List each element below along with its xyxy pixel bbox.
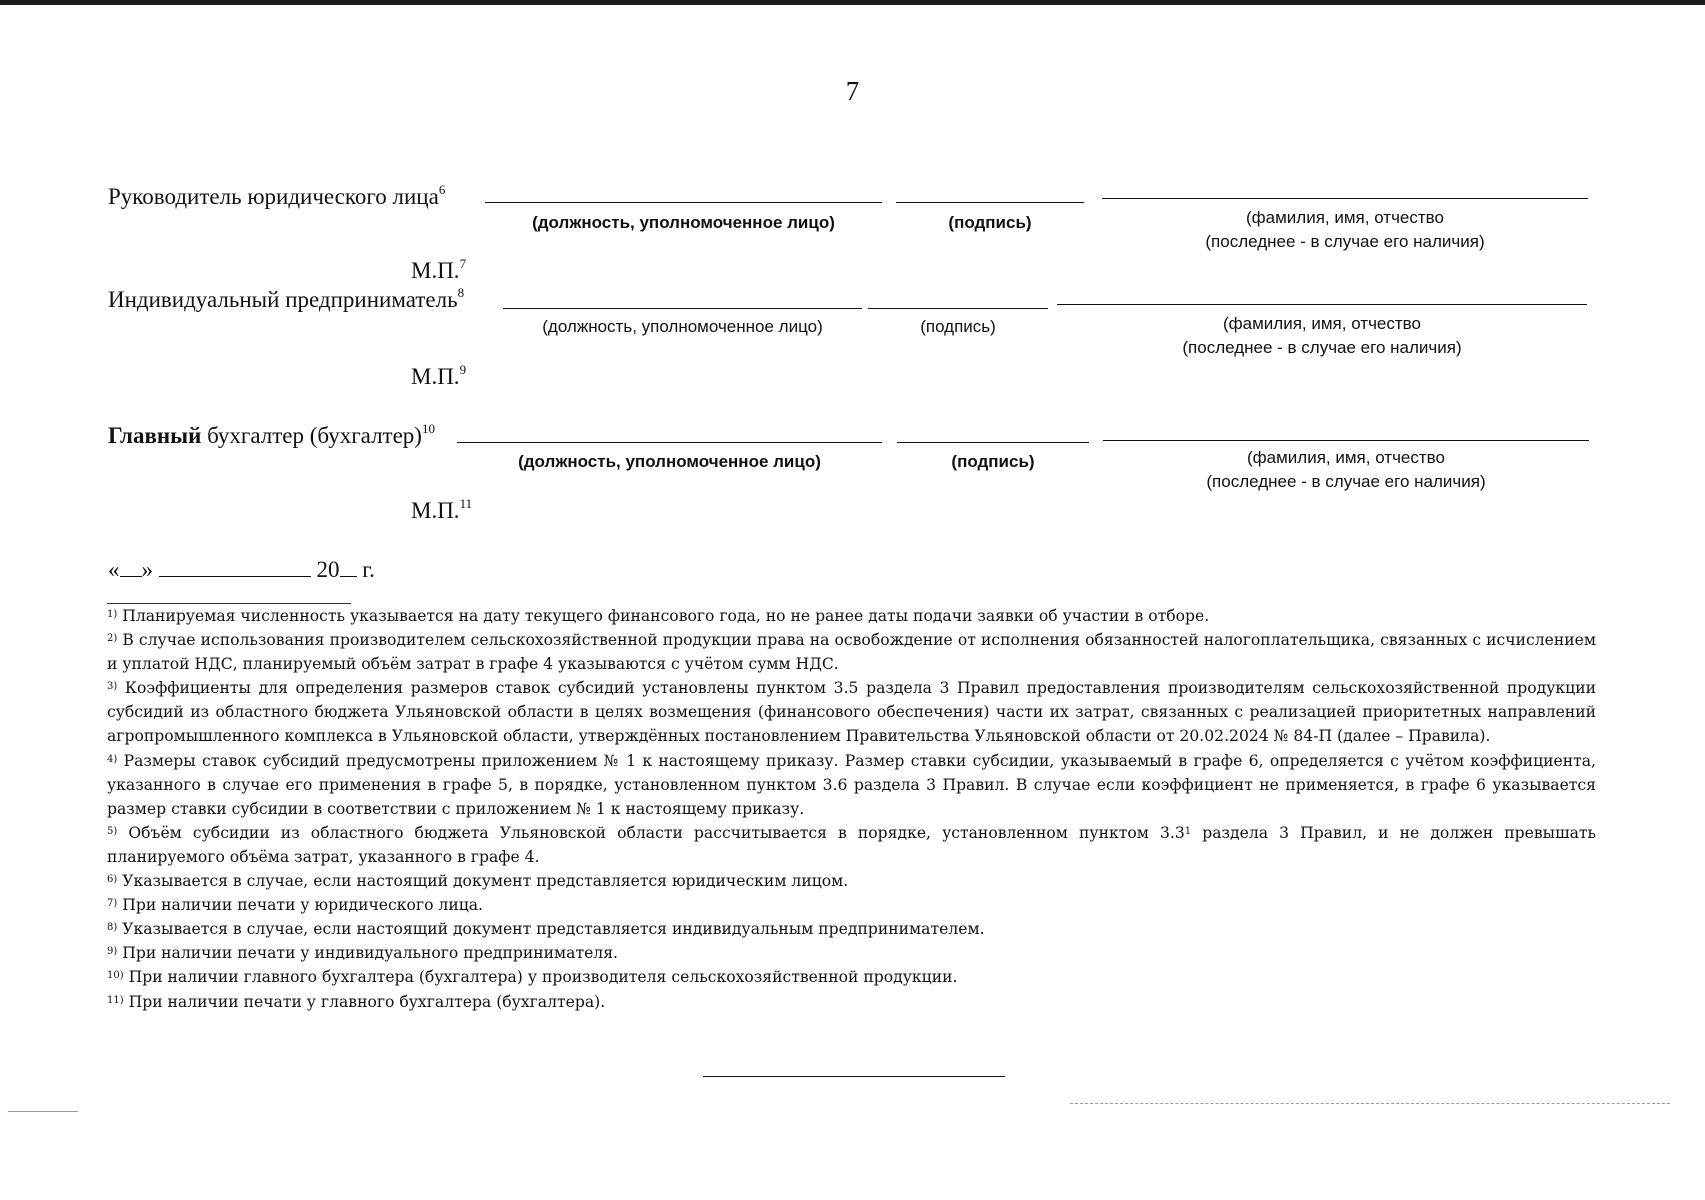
date-line: « » 20 г.	[108, 557, 375, 582]
footnote: $^{11)}$ При наличии печати у главного бухгалтера (бухгалтера).	[107, 992, 606, 1011]
signature-caption: (подпись)	[948, 213, 1032, 232]
month-blank	[159, 556, 311, 577]
footnotes	[107, 604, 1596, 1014]
full-name-caption: (фамилия, имя, отчество	[1223, 314, 1421, 333]
footnote: $^{8)}$ Указывается в случае, если настоящий документ представляется индивидуальным предпринимателем.	[107, 920, 985, 939]
footnote: $^{2)}$ В случае использования производителем сельскохозяйственной продукции права на освобождение от исполнения обязанностей налогоплательщика, связанных с исчислением и уплатой НДС, планируемый объём затрат в графе 4 указываются с учётом сумм НДС.	[107, 631, 1596, 674]
scan-artifact	[1070, 1103, 1670, 1104]
footnote-ref: 9	[459, 362, 467, 377]
position-line	[503, 308, 862, 309]
signature-label-individual-entrepreneur: Индивидуальный предприниматель$^8$	[108, 285, 465, 312]
footnote-ref: 8	[457, 285, 465, 300]
footnote: $^{4)}$ Размеры ставок субсидий предусмотрены приложением № 1 к настоящему приказу. Размер ставки субсидии, указываемый в графе 6, определяется с учётом коэффициента, указанного в случае его применения в графе 5, в порядке, установленном пунктом 3.6 раздела 3 Правил. В случае если коэффициент не применяется, в графе 6 указывается размер ставки субсидии в соответствии с приложением № 1 к настоящему приказу.	[107, 751, 1596, 818]
footnote: $^{7)}$ При наличии печати у юридического лица.	[107, 896, 483, 915]
position-caption: (должность, уполномоченное лицо)	[518, 452, 821, 471]
full-name-caption-note: (последнее - в случае его наличия)	[1205, 232, 1485, 251]
signature-label-chief-accountant: Главный бухгалтер (бухгалтер)$^{10}$	[108, 421, 435, 448]
footnote: $^{6)}$ Указывается в случае, если настоящий документ представляется юридическим лицом.	[107, 872, 849, 891]
signature-line	[897, 442, 1089, 443]
footnote: $^{5)}$ Объём субсидии из областного бюджета Ульяновской области рассчитывается в порядке, установленном пунктом $3.3^1$ раздела 3 Правил, и не должен превышать планируемого объёма затрат, указанного в графе 4.	[107, 823, 1596, 866]
day-blank	[120, 556, 142, 577]
scan-top-border	[0, 0, 1705, 5]
seal-placeholder: М.П.$^{11}$	[411, 496, 473, 523]
footnote: $^{9)}$ При наличии печати у индивидуального предпринимателя.	[107, 944, 619, 963]
position-caption: (должность, уполномоченное лицо)	[532, 213, 835, 232]
page-number: 7	[845, 76, 860, 106]
full-name-caption-note: (последнее - в случае его наличия)	[1182, 338, 1462, 357]
full-name-line	[1103, 440, 1589, 441]
position-line	[485, 202, 882, 203]
scan-artifact	[8, 1111, 78, 1112]
end-of-document-rule	[703, 1076, 1005, 1077]
full-name-caption: (фамилия, имя, отчество	[1247, 448, 1445, 467]
position-line	[457, 442, 882, 443]
signature-caption: (подпись)	[951, 452, 1035, 471]
footnote-ref: 11	[459, 496, 473, 511]
signature-label-legal-entity-head: Руководитель юридического лица$^6$	[108, 182, 446, 209]
footnote-ref: 7	[459, 256, 467, 271]
signature-line	[896, 202, 1084, 203]
signature-line	[868, 308, 1048, 309]
footnote: $^{3)}$ Коэффициенты для определения размеров ставок субсидий установлены пунктом 3.5 раздела 3 Правил предоставления производителям сельскохозяйственной продукции субсидий из областного бюджета Ульяновской области в целях возмещения (финансового обеспечения) части их затрат, связанных с реализацией приоритетных направлений агропромышленного комплекса в Ульяновской области, утверждённых постановлением Правительства Ульяновской области от 20.02.2024 № 84-П (далее – Правила).	[107, 679, 1596, 746]
position-caption: (должность, уполномоченное лицо)	[542, 317, 823, 336]
full-name-line	[1102, 198, 1588, 199]
full-name-line	[1057, 304, 1587, 305]
full-name-caption: (фамилия, имя, отчество	[1246, 208, 1444, 227]
footnote-ref: 6	[438, 182, 446, 197]
signature-caption: (подпись)	[920, 317, 996, 336]
seal-placeholder: М.П.$^9$	[411, 362, 467, 389]
year-blank	[340, 556, 357, 577]
seal-placeholder: М.П.$^7$	[411, 256, 467, 283]
footnote-ref: 10	[421, 421, 435, 436]
footnote: $^{10)}$ При наличии главного бухгалтера (бухгалтера) у производителя сельскохозяйственной продукции.	[107, 968, 958, 987]
footnote: $^{1)}$ Планируемая численность указывается на дату текущего финансового года, но не ранее даты подачи заявки об участии в отборе.	[107, 607, 1210, 625]
full-name-caption-note: (последнее - в случае его наличия)	[1206, 472, 1486, 491]
